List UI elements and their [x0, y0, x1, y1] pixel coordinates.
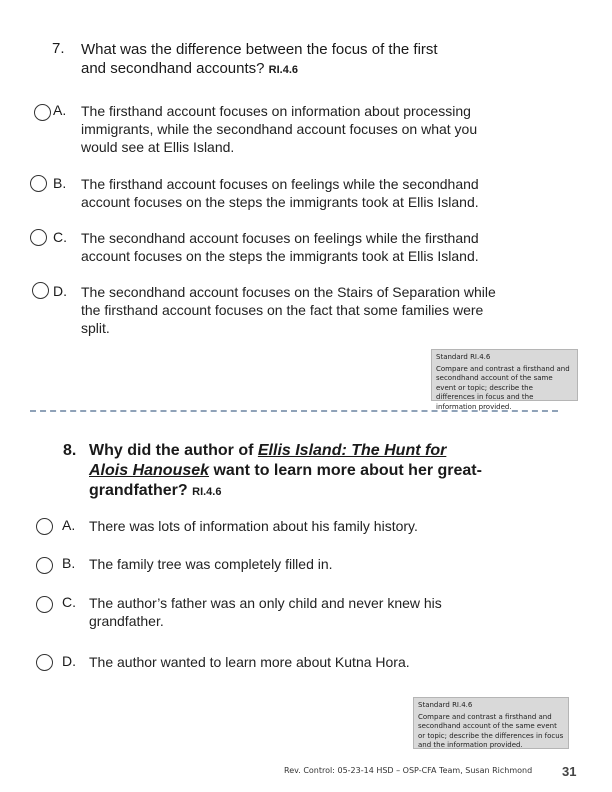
q7-standard-body: Compare and contrast a firsthand and secondhand account of the same event or topic; describe the differences in focus and the information provided. — [436, 364, 570, 411]
q8-option-d-line: The author wanted to learn more about Kutna Hora. — [89, 654, 410, 670]
q7-option-d-line: split. — [81, 320, 110, 336]
q8-option-b-radio[interactable] — [36, 557, 53, 574]
question-7-standard-tag: RI.4.6 — [268, 64, 299, 76]
q8-option-c-letter: C. — [62, 594, 76, 610]
q8-option-b-text — [89, 555, 333, 573]
q8-option-a-letter: A. — [62, 517, 76, 533]
q8-option-d-letter: D. — [62, 653, 76, 669]
question-8-text — [89, 441, 482, 502]
question-8-line-3 — [89, 481, 482, 502]
question-8-line-3-text: grandfather? — [89, 482, 188, 499]
q7-option-a-text — [81, 102, 477, 156]
q7-option-d-letter: D. — [53, 283, 67, 299]
q8-option-c-radio[interactable] — [36, 596, 53, 613]
q8-option-c-line: The author’s father was an only child and never knew his — [89, 595, 442, 611]
q8-option-c-text — [89, 594, 442, 630]
question-8-standard-tag: RI.4.6 — [192, 486, 222, 498]
q7-standard-box — [431, 349, 578, 411]
q7-option-a-line: immigrants, while the secondhand account focuses on what you — [81, 121, 478, 137]
q7-option-d-text — [81, 283, 496, 337]
q8-standard-box — [413, 697, 569, 749]
question-7-line-1: What was the difference between the focus of the first — [81, 41, 438, 58]
question-8-line-1 — [89, 441, 482, 461]
q8-option-a-radio[interactable] — [36, 518, 53, 535]
q7-option-c-letter: C. — [53, 229, 67, 245]
q7-option-b-line: The firsthand account focuses on feelings while the secondhand — [81, 176, 479, 192]
q7-option-d-radio[interactable] — [32, 282, 49, 299]
question-8-suffix: want to learn more about her great- — [209, 462, 482, 479]
q8-option-a-line: There was lots of information about his family history. — [89, 518, 418, 534]
q7-option-b-text — [81, 175, 479, 211]
q7-option-d-line: the firsthand account focuses on the fact that some families were — [81, 302, 484, 318]
q8-option-b-letter: B. — [62, 555, 76, 571]
q8-option-c-line: grandfather. — [89, 613, 164, 629]
q8-option-d-radio[interactable] — [36, 654, 53, 671]
q7-option-a-line: The firsthand account focuses on information about processing — [81, 103, 471, 119]
q7-option-a-radio[interactable] — [34, 104, 51, 121]
q7-option-c-line: The secondhand account focuses on feelings while the firsthand — [81, 230, 479, 246]
q7-option-d-line: The secondhand account focuses on the Stairs of Separation while — [81, 284, 496, 300]
book-title-line-1: Ellis Island: The Hunt for — [257, 442, 447, 459]
q8-option-d-text — [89, 653, 410, 671]
q8-standard-heading: Standard RI.4.6 — [418, 701, 473, 709]
q8-option-a-text — [89, 517, 418, 535]
rev-control-footer: Rev. Control: 05-23-14 HSD – OSP-CFA Team, Susan Richmond — [284, 766, 533, 775]
q7-option-c-line: account focuses on the steps the immigrants took at Ellis Island. — [81, 248, 479, 264]
q7-option-c-text — [81, 229, 479, 265]
question-7-text — [81, 40, 438, 80]
question-7-line-2-text: and secondhand accounts? — [81, 60, 265, 77]
q7-option-b-radio[interactable] — [30, 175, 47, 192]
q7-standard-heading: Standard RI.4.6 — [436, 353, 491, 361]
page-number: 31 — [562, 764, 577, 779]
question-8-prefix: Why did the author of — [89, 442, 258, 459]
question-8-line-2 — [89, 461, 482, 481]
q8-option-b-line: The family tree was completely filled in. — [89, 556, 333, 572]
q7-option-b-line: account focuses on the steps the immigrants took at Ellis Island. — [81, 194, 479, 210]
q7-option-c-radio[interactable] — [30, 229, 47, 246]
section-divider — [30, 410, 558, 412]
q8-standard-body: Compare and contrast a firsthand and secondhand account of the same event or topic; describe the differences in focus and the information provided. — [418, 712, 564, 749]
q7-option-a-line: would see at Ellis Island. — [81, 139, 235, 155]
question-7-line-2 — [81, 59, 438, 80]
book-title-line-2: Alois Hanousek — [89, 462, 210, 479]
question-7-number: 7. — [52, 40, 65, 57]
q7-option-b-letter: B. — [53, 175, 67, 191]
question-8-number: 8. — [63, 442, 77, 459]
q7-option-a-letter: A. — [53, 102, 67, 118]
